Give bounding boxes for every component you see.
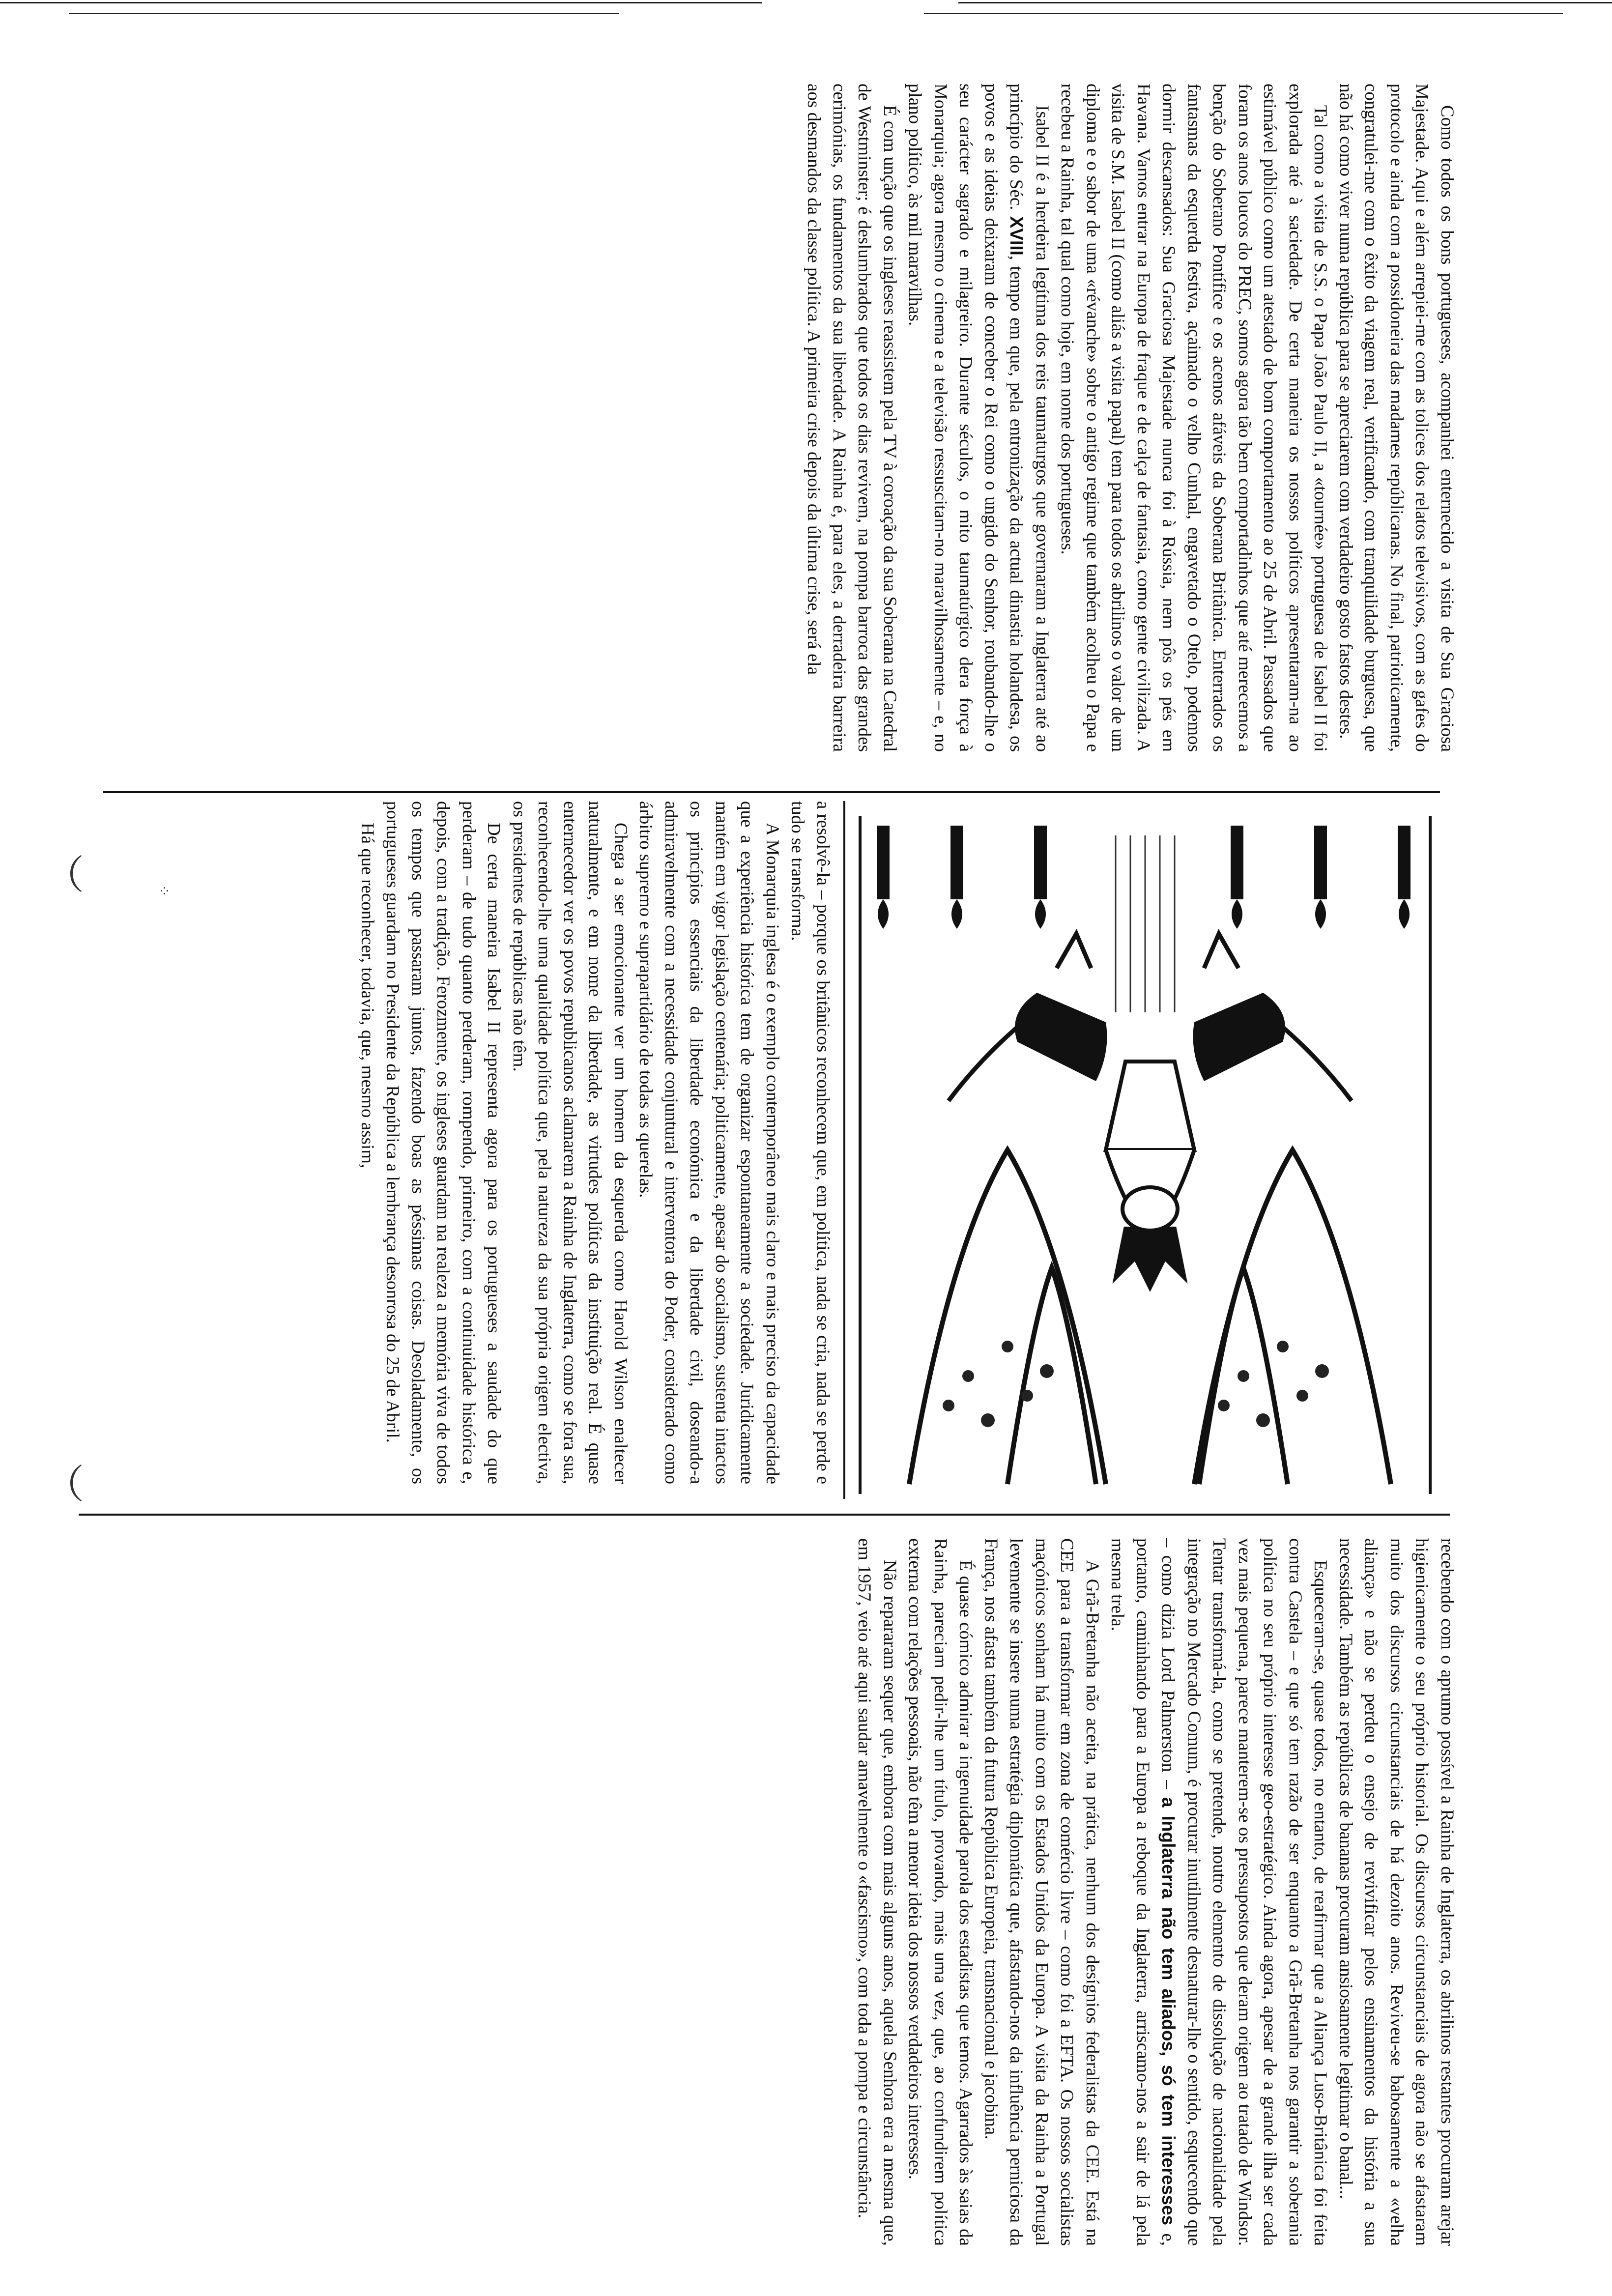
paragraph: Tal como a visita de S.S. o Papa João Paulo II, a «tournée» portuguesa de Isabel II foi explorada até à saciedade. De certa maneira os nossos políticos apresentaram-na ao estimável público como um atestado de bom comportamento ao 25 de Abril. Passados que foram os anos loucos do PREC, somos agora tão bem comportadinhos que até merecemos a benção do Soberano Pontífice e os acenos afáveis da Soberana Britânica. Enterrados os fantasmas da esquerda festiva, açaimado o velho Cunhal, engavetado o Otelo, podemos dormir descansados: Sua Graciosa Majestade nunca foi à Rússia, nem pôs os pés em Havana. Vamos entrar na Europa de fraque e de calça de fantasia, como gente civilizada. A visita de S.M. Isabel II (como aliás a visita papal) tem para todos os abrilinos o valor de um diploma e o sabor de uma «révanche» sobre o antigo regime que também acolheu o Papa e recebeu a Rainha, tal qual como hoje, em nome dos portugueses. (1057, 84, 1331, 752)
paragraph-text: , tempo em que, pela entronização da actual dinastia holandesa, os povos e as ideias deixaram de conceber o Rei como o ungido do Senhor, roubando-lhe o seu carácter sagrado e milagreiro. Durante séculos, o mito taumatúrgico dera força à Monarquia; agora mesmo o cinema e a televisão ressuscitam-no maravilhosamente – e, no plano político, às mil maravilhas. (905, 84, 1027, 752)
paragraph (902, 84, 1055, 752)
paragraph: A Grã-Bretanha não aceita, na prática, nenhum dos desígnios federalistas da CEE. Está na CEE para a transformar em zona de comércio livre – como foi a EFTA. Os nossos socialistas maçónicos sonham há muito com os Estados Unidos da Europa. A visita da Rainha a Portugal levemente se insere numa estratégia diplomática que, afastando-nos da influência perniciosa da França, nos afasta também da futura República Europeia, transnacional e jacobina. (981, 1538, 1102, 2246)
paragraph: É quase cómico admirar a ingenuidade parola dos estadistas que temos. Agarrados às saias da Rainha, pareciam pedir-lhe um título, provando, mais uma vez, que, ao confundirem política externa com relações pessoais, não têm a menor ideia dos nossos verdadeiros interesses. (905, 1538, 976, 2246)
paragraph: Como todos os bons portugueses, acompanhei enternecido a visita de Sua Graciosa Majestade. Aqui e além arrepiei-me com as tolices dos relatos televisivos, com as gafes do protocolo e ainda com a possidoneira das madames repúblicanas. No final, patrioticamente, congratulei-me com o êxito da viagem real, verificando, com tranquilidade burguesa, que não há como viver numa república para se apreciarem com verdadeiro gosto fastos destes. (1336, 84, 1457, 752)
article-column-2 (88, 801, 835, 1499)
paragraph: É com unção que os ingleses reassistem pela TV à coroação da sua Soberana na Catedral de Westminster; é deslumbrados que todos os dias revivem, na pompa barroca das grandes cerimónias, os fundamentos da sua liberdade. A Rainha é, para eles, a derradeira barreira aos desmandos da classe política. A primeira crise depois da última crise, será ela (804, 84, 900, 752)
newspaper-article (84, 84, 1460, 2246)
scan-border-top-left (0, 2, 762, 3)
article-column-3 (88, 1523, 1460, 2246)
paragraph-text: Isabel II é a herdeira legítima dos reis taumaturgos que governaram a Inglaterra até ao princípio do Séc. (1006, 84, 1052, 752)
paragraph-text: e, portanto, caminhando para a Europa a reboque da Inglaterra, arriscamo-nos a sair de lá pela mesma trela. (1107, 1538, 1179, 2246)
paragraph: A Monarquia inglesa é o exemplo contemporâneo mais claro e mais preciso da capacidade que a experiência histórica tem de organizar espontaneamente a sociedade. Juridicamente mantém em vigor legislação centenária; politicamente, apesar do socialismo, sustenta intactos os princípios essenciais da liberdade económica e da liberdade civil, doseando-a admiravelmente com a necessidade conjuntural e interventora do Poder, considerado como árbitro supremo e suprapartidário de todas as querelas. (635, 801, 782, 1484)
column-divider (103, 791, 1440, 793)
scan-speck: ⁘ (155, 885, 172, 897)
paragraph: Não repararam sequer que, embora com mais alguns anos, aquela Senhora era a mesma que, em 1957, veio até aqui saudar amavelmente o «fascismo», com toda a pompa e circunstância. (854, 1538, 900, 2246)
scan-border-inner-left (69, 13, 619, 14)
paragraph: De certa maneira Isabel II representa agora para os portugueses a saudade do que perderam – de tudo quanto perderam, rompendo, primeiro, com a continuidade histórica e, depois, com a tradição. Ferozmente, os ingleses guardam na realeza a memória viva de todos os tempos que passaram juntos, fazendo boas as péssimas coisas. Desoladamente, os portugueses guardam no Presidente da República a lembrança desonrosa do 25 de Abril. (382, 801, 504, 1484)
punch-hole-mark-top: ︶ (40, 854, 86, 893)
punch-hole-mark-bottom: ︶ (40, 1463, 86, 1503)
bold-century: XVIII (1007, 216, 1027, 256)
cathedral-illustration (850, 806, 1450, 1504)
paragraph-text: Esqueceram-se, quase todos, no entanto, de reafirmar que a Aliança Luso-Britânica foi feita contra Castela – e que só tem razão de ser enquanto a Grã-Bretanha nos garantir a soberania política no seu próprio interesse geo-estratégico. Ainda agora, apesar de a grande ilha ser cada vez mais pequena, parece manterem-se os pressupostos que deram origem ao tratado de Windsor. Tentar transformá-la, como se pretende, noutro elemento de dissolução de nacionalidade pela integração no Mercado Comum, é procurar inutilmente desnaturar-lhe o sentido, esquecendo que – como dizia Lord Palmerston – (1158, 1538, 1331, 2246)
paragraph (1105, 1538, 1333, 2246)
paragraph: Há que reconhecer, todavia, que, mesmo assim, (357, 823, 377, 1169)
illustration-svg (850, 806, 1450, 1504)
illustration-divider (843, 801, 845, 1499)
scan-border-inner-right (924, 13, 1563, 14)
bold-quote: a Inglaterra não tem aliados, só tem interesses (1158, 1797, 1179, 2226)
column-divider (79, 1514, 1450, 1516)
paragraph: recebendo com o aprumo possível a Rainha de Inglaterra, os abrilinos restantes procuram arejar higienicamente o seu próprio historial. Os discursos circunstanciais de agora não se afastaram muito dos discursos circunstanciais de há dezoito anos. Reviveu-se babosamente a «velha aliança» e não se perdeu o ensejo de revivificar pelos ensinamentos da história a sua necessidade. Também as repúblicas de bananas procuram ansiosamente legitimar o banal... (1336, 1538, 1457, 2246)
article-column-1 (88, 84, 1460, 772)
scan-border-top-right (958, 2, 1612, 3)
paragraph: Chega a ser emocionante ver um homem da esquerda como Harold Wilson enaltecer naturalmente, e em nome da liberdade, as virtudes políticas da instituição real. É quase enternecedor ver os povos republicanos aclamarem a Rainha de Inglaterra, como se fora sua, reconhecendo-lhe uma qualidade política que, pela natureza da sua própria origem electiva, os presidentes de repúblicas não têm. (509, 801, 631, 1484)
paragraph: a resolvê-la – porque os britânicos reconhecem que, em política, nada se cria, nada se perde e tudo se transforma. (787, 801, 833, 1484)
